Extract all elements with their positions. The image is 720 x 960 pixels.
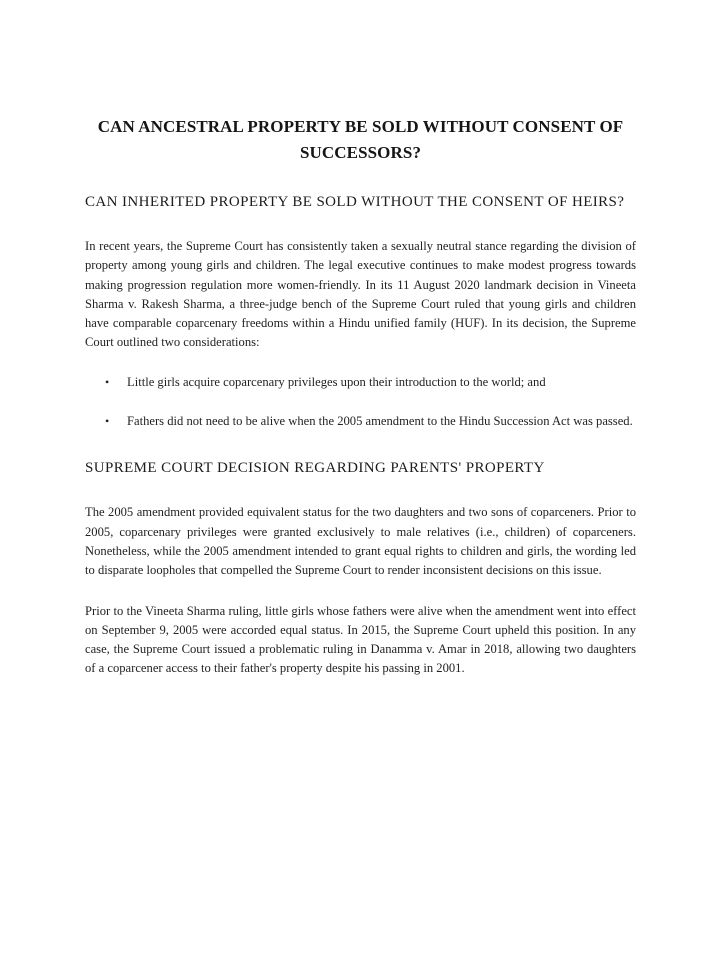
document-title: CAN ANCESTRAL PROPERTY BE SOLD WITHOUT CONSENT OF SUCCESSORS? xyxy=(97,117,624,162)
amendment-paragraph: The 2005 amendment provided equivalent status for the two daughters and two sons of coparceners. Prior to 2005, coparcenary privileges were granted exclusively to male relatives (i.e., children) of coparceners. Nonetheless, while the 2005 amendment intended to grant equal rights to children and girls, the wording led to disparate loopholes that compelled the Supreme Court to render inconsistent decisions on this issue. xyxy=(85,505,636,578)
vineeta-sharma-paragraph: Prior to the Vineeta Sharma ruling, little girls whose fathers were alive when the amendment went into effect on September 9, 2005 were accorded equal status. In 2015, the Supreme Court upheld this position. In any case, the Supreme Court issued a problematic ruling in Danamma v. Amar in 2018, allowing two daughters of a coparcener access to their father's property despite his passing in 2001. xyxy=(85,603,636,676)
list-item-text: Fathers did not need to be alive when the 2005 amendment to the Hindu Succession Act was passed. xyxy=(127,414,633,429)
list-item xyxy=(85,412,636,431)
section-heading-supreme-court-decision: SUPREME COURT DECISION REGARDING PARENTS' PROPERTY xyxy=(85,460,545,477)
list-item-text: Little girls acquire coparcenary privileges upon their introduction to the world; and xyxy=(127,374,546,389)
intro-paragraph: In recent years, the Supreme Court has consistently taken a sexually neutral stance regarding the division of property among young girls and children. The legal executive continues to make modest progress towards making progression regulation more women-friendly. In its 11 August 2020 landmark decision in Vineeta Sharma v. Rakesh Sharma, a three-judge bench of the Supreme Court ruled that young girls and children have comparable coparcenary freedoms within a Hindu unified family (HUF). In its decision, the Supreme Court outlined two considerations: xyxy=(85,239,636,350)
bullet-icon: • xyxy=(105,414,110,429)
considerations-list xyxy=(85,373,636,432)
list-item xyxy=(85,373,636,392)
bullet-icon: • xyxy=(105,374,110,389)
section-heading-inherited-property: CAN INHERITED PROPERTY BE SOLD WITHOUT THE CONSENT OF HEIRS? xyxy=(85,194,625,210)
